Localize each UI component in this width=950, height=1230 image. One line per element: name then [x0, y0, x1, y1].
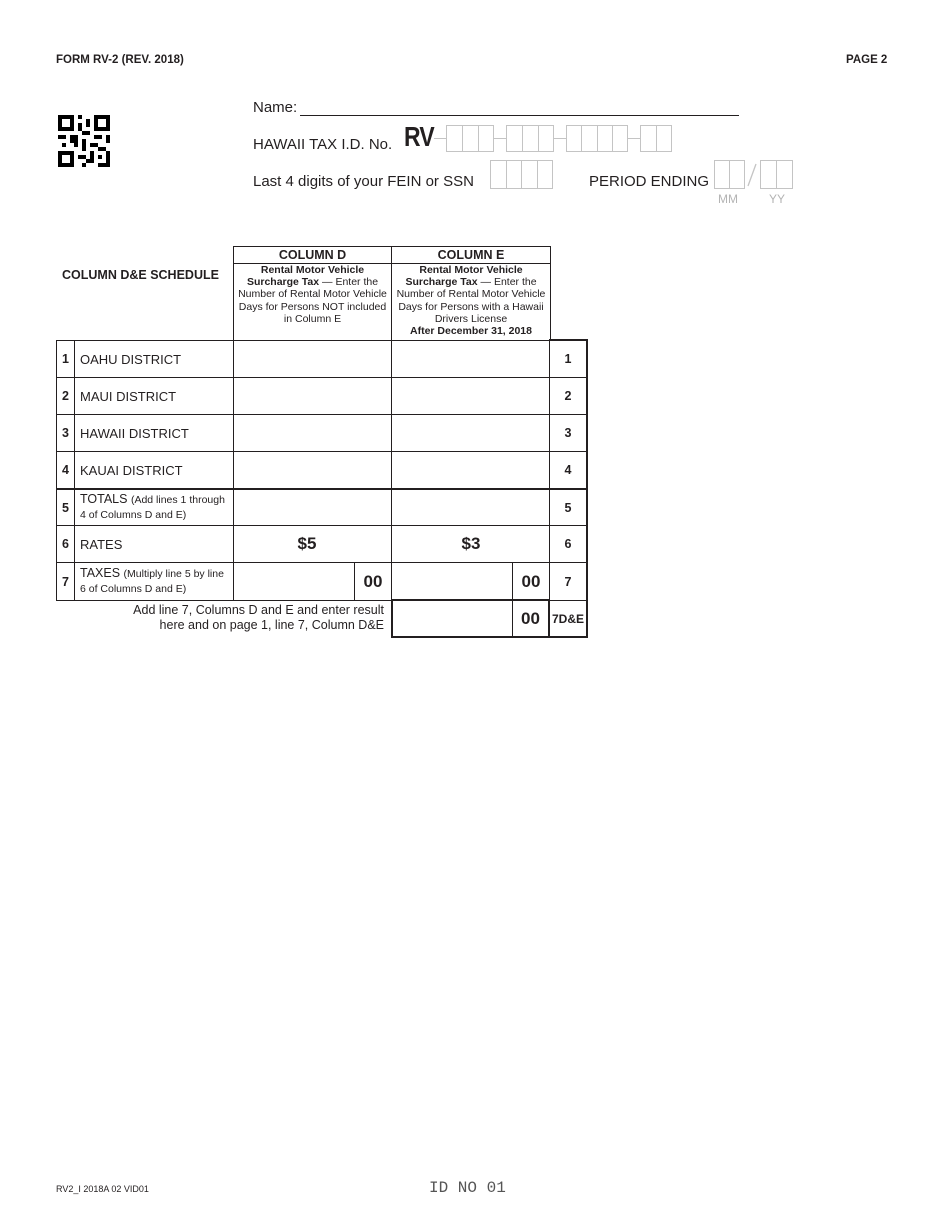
row-line-number: 7 — [564, 574, 572, 589]
row-line-number: 5 — [564, 500, 572, 515]
row-label: KAUAI DISTRICT — [80, 462, 183, 478]
column-d-desc: — Enter the Number of Rental Motor Vehicle Days for Persons NOT included in Column E — [238, 276, 387, 325]
total-instruction — [100, 603, 384, 633]
row-label: MAUI DISTRICT — [80, 388, 177, 404]
row-line-number: 6 — [564, 537, 572, 551]
name-input-line[interactable] — [300, 115, 739, 116]
column-e-desc-bold: Rental Motor Vehicle Surcharge Tax — [405, 264, 523, 289]
column-d-header — [234, 248, 391, 325]
row-label-block — [80, 566, 232, 596]
footer-id: ID NO 01 — [429, 1179, 506, 1197]
total-7de-code: 7D&E — [551, 611, 584, 626]
row-column-e-input[interactable] — [392, 452, 549, 488]
tax-id-label: HAWAII TAX I.D. No. — [253, 136, 393, 153]
column-e-title: COLUMN E — [437, 248, 505, 262]
name-label: Name: — [253, 99, 298, 116]
period-ending-label: PERIOD ENDING — [589, 173, 710, 190]
column-e-desc-tail: After December 31, 2018 — [410, 325, 532, 338]
row-number: 4 — [62, 463, 69, 477]
column-d-title: COLUMN D — [278, 248, 347, 262]
row-number: 1 — [62, 352, 69, 366]
row-column-d-input[interactable] — [234, 341, 391, 377]
row-number: 6 — [62, 537, 69, 551]
row-column-d-input[interactable] — [234, 490, 391, 525]
row-label: TAXES — [80, 566, 121, 580]
total-instruction-line2: here and on page 1, line 7, Column D&E — [159, 618, 384, 632]
total-7de-input[interactable] — [393, 601, 512, 636]
row-note: (Add lines 1 through 4 of Columns D and E) — [80, 494, 225, 521]
column-e-desc: — Enter the Number of Rental Motor Vehicle Days for Persons with a Hawaii Drivers License — [396, 276, 546, 325]
row-number: 2 — [62, 389, 69, 403]
row-label: HAWAII DISTRICT — [80, 425, 189, 441]
row-label: OAHU DISTRICT — [80, 351, 182, 367]
taxes-column-d-input[interactable] — [234, 563, 354, 600]
column-e-header — [392, 248, 550, 337]
rate-column-e: $3 — [461, 534, 481, 553]
row-label: RATES — [80, 536, 123, 552]
total-instruction-line1: Add line 7, Columns D and E and enter result — [133, 603, 384, 617]
row-column-e-input[interactable] — [392, 341, 549, 377]
row-column-d-input[interactable] — [234, 415, 391, 451]
row-column-d-input[interactable] — [234, 378, 391, 414]
row-line-number: 2 — [564, 389, 572, 403]
footer-code: RV2_I 2018A 02 VID01 — [56, 1184, 149, 1194]
row-line-number: 3 — [564, 426, 572, 440]
row-column-d-input[interactable] — [234, 452, 391, 488]
row-number: 5 — [62, 500, 69, 515]
tax-id-prefix: RV — [404, 121, 434, 152]
date-slash-icon — [745, 160, 759, 190]
row-column-e-input[interactable] — [392, 415, 549, 451]
row-column-e-input[interactable] — [392, 378, 549, 414]
column-d-desc-bold: Rental Motor Vehicle Surcharge Tax — [246, 264, 365, 289]
row-line-number: 4 — [564, 463, 572, 477]
taxes-column-e-cents: 00 — [521, 571, 541, 591]
page-number: PAGE 2 — [846, 54, 888, 66]
form-id: FORM RV-2 (REV. 2018) — [56, 54, 184, 66]
rate-column-d: $5 — [297, 534, 317, 553]
row-label-block — [80, 492, 232, 522]
schedule-title: COLUMN D&E SCHEDULE — [62, 268, 219, 282]
row-label: TOTALS — [80, 492, 128, 506]
total-7de-cents: 00 — [521, 608, 540, 628]
taxes-column-e-input[interactable] — [392, 563, 512, 600]
row-column-e-input[interactable] — [392, 490, 549, 525]
row-line-number: 1 — [564, 352, 572, 366]
row-note: (Multiply line 5 by line 6 of Columns D and E) — [80, 568, 224, 595]
period-yy-hint: YY — [769, 192, 786, 206]
taxes-column-d-cents: 00 — [363, 571, 383, 591]
period-mm-hint: MM — [718, 192, 738, 206]
qr-code-icon — [58, 115, 110, 167]
row-number: 7 — [62, 574, 69, 589]
fein-label: Last 4 digits of your FEIN or SSN — [253, 173, 474, 190]
row-number: 3 — [62, 426, 69, 440]
